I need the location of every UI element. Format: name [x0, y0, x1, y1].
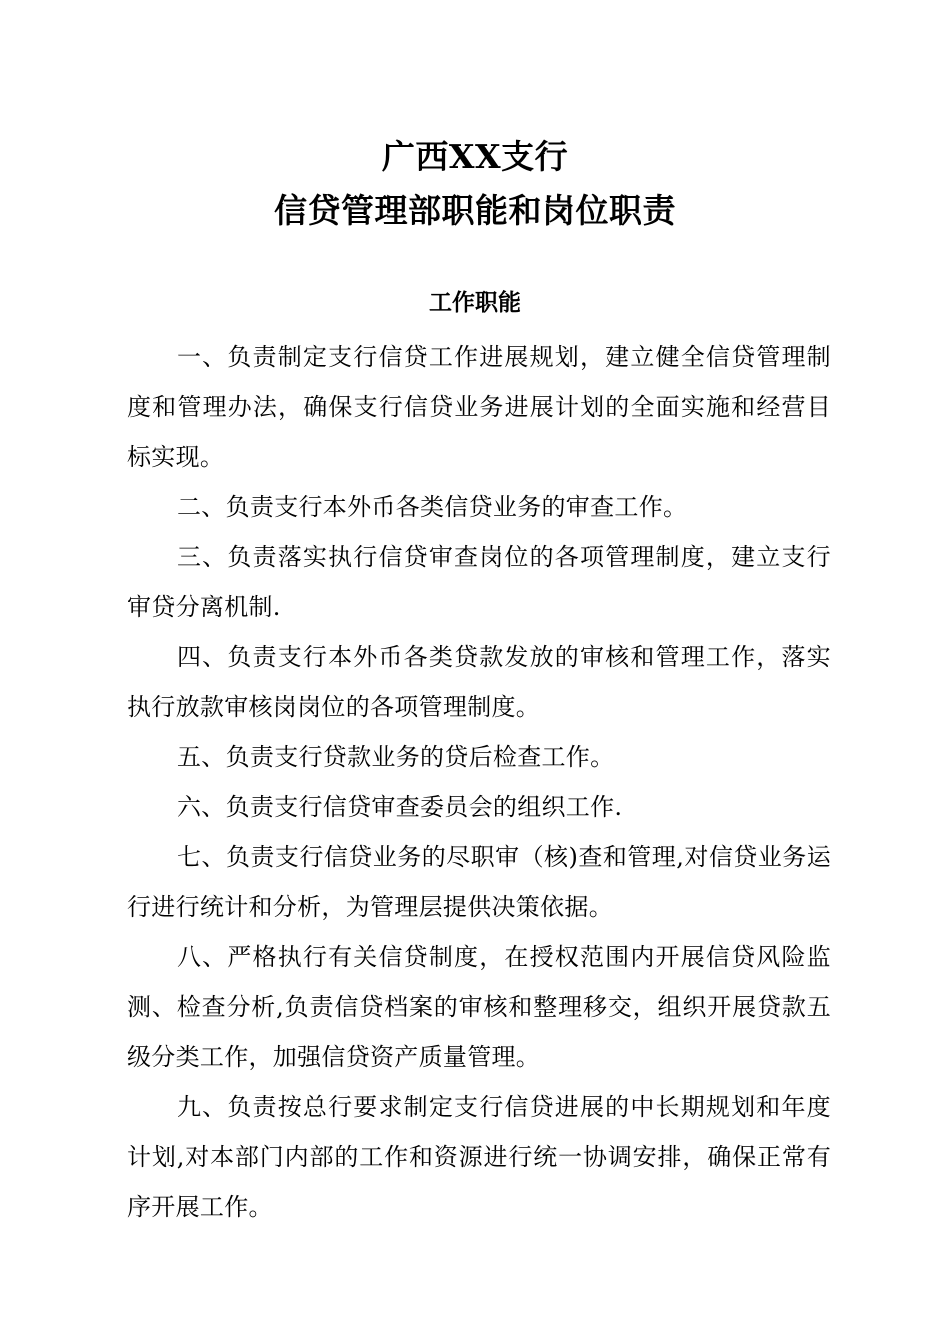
- paragraph-3: 三、负责落实执行信贷审查岗位的各项管理制度，建立支行审贷分离机制.: [127, 543, 831, 621]
- title-line-1: 广西XX支行: [381, 137, 569, 176]
- section-heading: 工作职能: [429, 290, 521, 316]
- paragraph-1: 一、负责制定支行信贷工作进展规划，建立健全信贷管理制度和管理办法，确保支行信贷业务进展计划的全面实施和经营目标实现。: [127, 343, 831, 471]
- paragraph-6: 六、负责支行信贷审查委员会的组织工作.: [177, 793, 623, 821]
- paragraph-7: 七、负责支行信贷业务的尽职审（核)查和管理,对信贷业务运行进行统计和分析，为管理层提供决策依据。: [127, 843, 831, 921]
- title-line-2: 信贷管理部职能和岗位职责: [274, 191, 676, 230]
- paragraph-9: 九、负责按总行要求制定支行信贷进展的中长期规划和年度计划,对本部门内部的工作和资源进行统一协调安排，确保正常有序开展工作。: [127, 1093, 831, 1221]
- paragraph-2: 二、负责支行本外币各类信贷业务的审查工作。: [177, 493, 688, 521]
- paragraph-4: 四、负责支行本外币各类贷款发放的审核和管理工作，落实执行放款审核岗岗位的各项管理制度。: [127, 643, 831, 721]
- document-title: [0, 130, 950, 238]
- paragraph-5: 五、负责支行贷款业务的贷后检查工作。: [177, 743, 615, 771]
- paragraph-8: 八、严格执行有关信贷制度，在授权范围内开展信贷风险监测、检查分析,负责信贷档案的审核和整理移交，组织开展贷款五级分类工作，加强信贷资产质量管理。: [127, 943, 831, 1071]
- document-body: [127, 332, 831, 1232]
